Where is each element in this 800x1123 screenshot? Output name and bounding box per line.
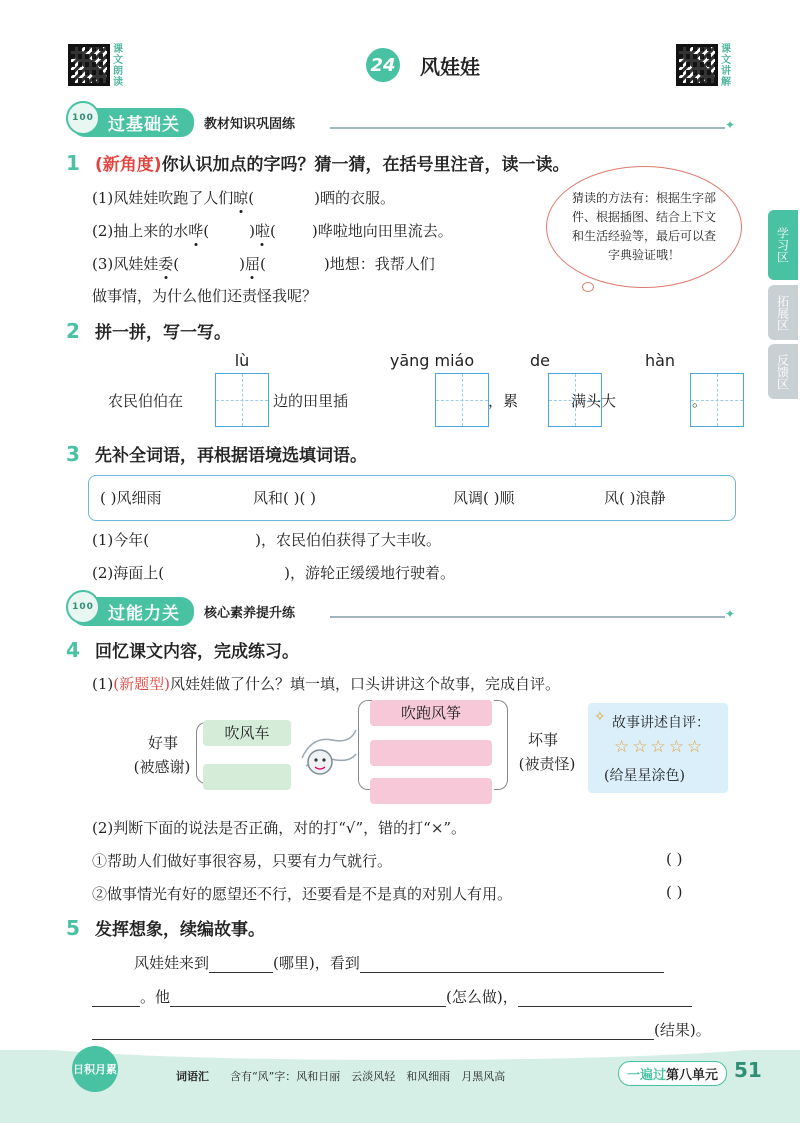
divider: [330, 127, 725, 129]
writing-box[interactable]: [435, 373, 489, 427]
lesson-number: 24: [366, 48, 400, 82]
vocab-label: 词语汇: [176, 1070, 209, 1083]
q4-part-2: (2)判断下面的说法是否正确，对的打“√”，错的打“×”。: [92, 819, 467, 837]
story-line-3: (结果)。: [92, 1019, 711, 1040]
answer-line[interactable]: [92, 989, 140, 1007]
self-eval-title: 故事讲述自评：: [612, 715, 710, 731]
good-deed-item: 吹风车: [203, 720, 291, 746]
answer-line[interactable]: [170, 989, 446, 1007]
star-icon: ✦: [725, 607, 736, 621]
score-badge-icon: 100: [66, 101, 100, 135]
qr-code-left[interactable]: [68, 44, 110, 86]
bad-deed-blank[interactable]: [370, 778, 492, 804]
good-deeds-sub: (被感谢): [133, 758, 191, 776]
q1-line-1: (1)风娃娃吹跑了人们晾( )晒的衣服。: [92, 189, 395, 207]
qr-code-right[interactable]: [676, 44, 718, 86]
question-2-heading: [66, 318, 231, 343]
bad-deeds-sub: (被责怪): [518, 755, 576, 773]
section-subtitle: 教材知识巩固练: [204, 116, 296, 132]
daily-badge: 日积月累: [72, 1046, 118, 1092]
question-text: 发挥想象，续编故事。: [95, 920, 266, 940]
question-5-heading: [66, 915, 265, 940]
word-item: 风调( )顺: [453, 489, 515, 507]
pinyin-label: hàn: [644, 351, 676, 370]
pinyin-label: yāng miáo: [389, 351, 475, 370]
bubble-tail: [582, 282, 594, 292]
q3-sentence-2: (2)海面上( )，游轮正缓缓地行驶着。: [92, 564, 455, 582]
pinyin-label: lù: [234, 351, 250, 370]
question-number: 1: [66, 151, 80, 175]
story-line-2: 。他 (怎么做)，: [92, 986, 692, 1007]
word-item: 风( )浪静: [604, 489, 666, 507]
answer-line[interactable]: [209, 955, 273, 973]
wand-icon: ✧: [594, 709, 606, 725]
section-title: 过基础关: [108, 114, 180, 135]
brace-middle-right: [494, 700, 508, 790]
question-3-heading: [66, 441, 367, 466]
question-text: 先补全词语，再根据语境选填词语。: [95, 446, 368, 466]
question-number: 3: [66, 442, 80, 466]
bad-deeds-label: 坏事: [527, 731, 558, 749]
writing-box[interactable]: [215, 373, 269, 427]
qr-left-tag: 课文朗读: [113, 44, 123, 88]
tab-feedback[interactable]: 反馈区: [768, 344, 798, 399]
qr-right-tag: 课文讲解: [721, 44, 731, 88]
q2-seg-3: ，累: [488, 392, 519, 410]
lesson-title: 风娃娃: [420, 55, 480, 79]
tab-extend[interactable]: 拓展区: [768, 285, 798, 340]
answer-line[interactable]: [360, 955, 664, 973]
pinyin-label: de: [530, 351, 550, 370]
word-item: ( )风细雨: [100, 489, 162, 507]
section-banner-ability: [72, 598, 295, 624]
answer-line[interactable]: [518, 989, 692, 1007]
question-1-heading: [66, 150, 570, 175]
q1-line-3: (3)风娃娃委( )屈( )地想：我帮人们: [92, 255, 435, 273]
q2-seg-2: 边的田里插: [273, 392, 349, 410]
question-4-heading: [66, 637, 299, 662]
page-number: 51: [734, 1058, 762, 1082]
q3-sentence-1: (1)今年( )，农民伯伯获得了大丰收。: [92, 531, 441, 549]
q2-seg-5: 。: [692, 392, 708, 410]
star-icon: ✦: [725, 118, 736, 132]
score-badge-icon: 100: [66, 590, 100, 624]
question-text: 回忆课文内容，完成练习。: [95, 642, 300, 662]
question-number: 5: [66, 916, 80, 940]
self-eval-sub: (给星星涂色): [604, 768, 685, 784]
bad-deed-blank[interactable]: [370, 740, 492, 766]
question-tag: (新角度): [95, 155, 162, 175]
judgement-2-answer[interactable]: ( ): [666, 883, 683, 901]
q2-seg-1: 农民伯伯在: [108, 392, 184, 410]
unit-label: 一遍过第八单元: [618, 1061, 727, 1086]
q2-seg-4: 满头大: [571, 392, 617, 410]
section-title: 过能力关: [108, 603, 180, 624]
judgement-1: ①帮助人们做好事很容易，只要有力气就行。: [92, 852, 393, 870]
judgement-1-answer[interactable]: ( ): [666, 850, 683, 868]
bad-deed-item: 吹跑风筝: [370, 700, 492, 726]
good-deed-blank[interactable]: [203, 764, 291, 790]
tab-study[interactable]: 学习区: [768, 210, 798, 280]
divider: [330, 616, 725, 618]
good-deeds-label: 好事: [147, 734, 178, 752]
word-item: 风和( )( ): [253, 489, 316, 507]
story-line-1: 风娃娃来到 (哪里)，看到: [134, 952, 664, 973]
q1-line-4: 做事情，为什么他们还责怪我呢？: [92, 287, 318, 305]
q4-part-1: (1)(新题型)风娃娃做了什么？填一填，口头讲讲这个故事，完成自评。: [92, 675, 560, 693]
tip-bubble: 猜读的方法有：根据生字部件、根据插图、结合上下文和生活经验等，最后可以查字典验证哦！: [546, 166, 742, 288]
wind-doll-icon: [296, 722, 360, 782]
question-text: 拼一拼，写一写。: [95, 323, 232, 343]
question-number: 2: [66, 319, 80, 343]
rating-stars[interactable]: ☆☆☆☆☆: [614, 737, 706, 757]
section-subtitle: 核心素养提升练: [204, 605, 296, 621]
vocab-text: 含有“风”字：风和日丽 云淡风轻 和风细雨 月黑风高: [230, 1070, 506, 1083]
question-text: 你认识加点的字吗？猜一猜，在括号里注音，读一读。: [161, 155, 570, 175]
question-number: 4: [66, 638, 80, 662]
section-banner-basic: [72, 109, 295, 135]
q1-line-2: (2)抽上来的水哗( )啦( )哗啦地向田里流去。: [92, 222, 453, 240]
answer-line[interactable]: [92, 1022, 654, 1040]
judgement-2: ②做事情光有好的愿望还不行，还要看是不是真的对别人有用。: [92, 885, 513, 903]
